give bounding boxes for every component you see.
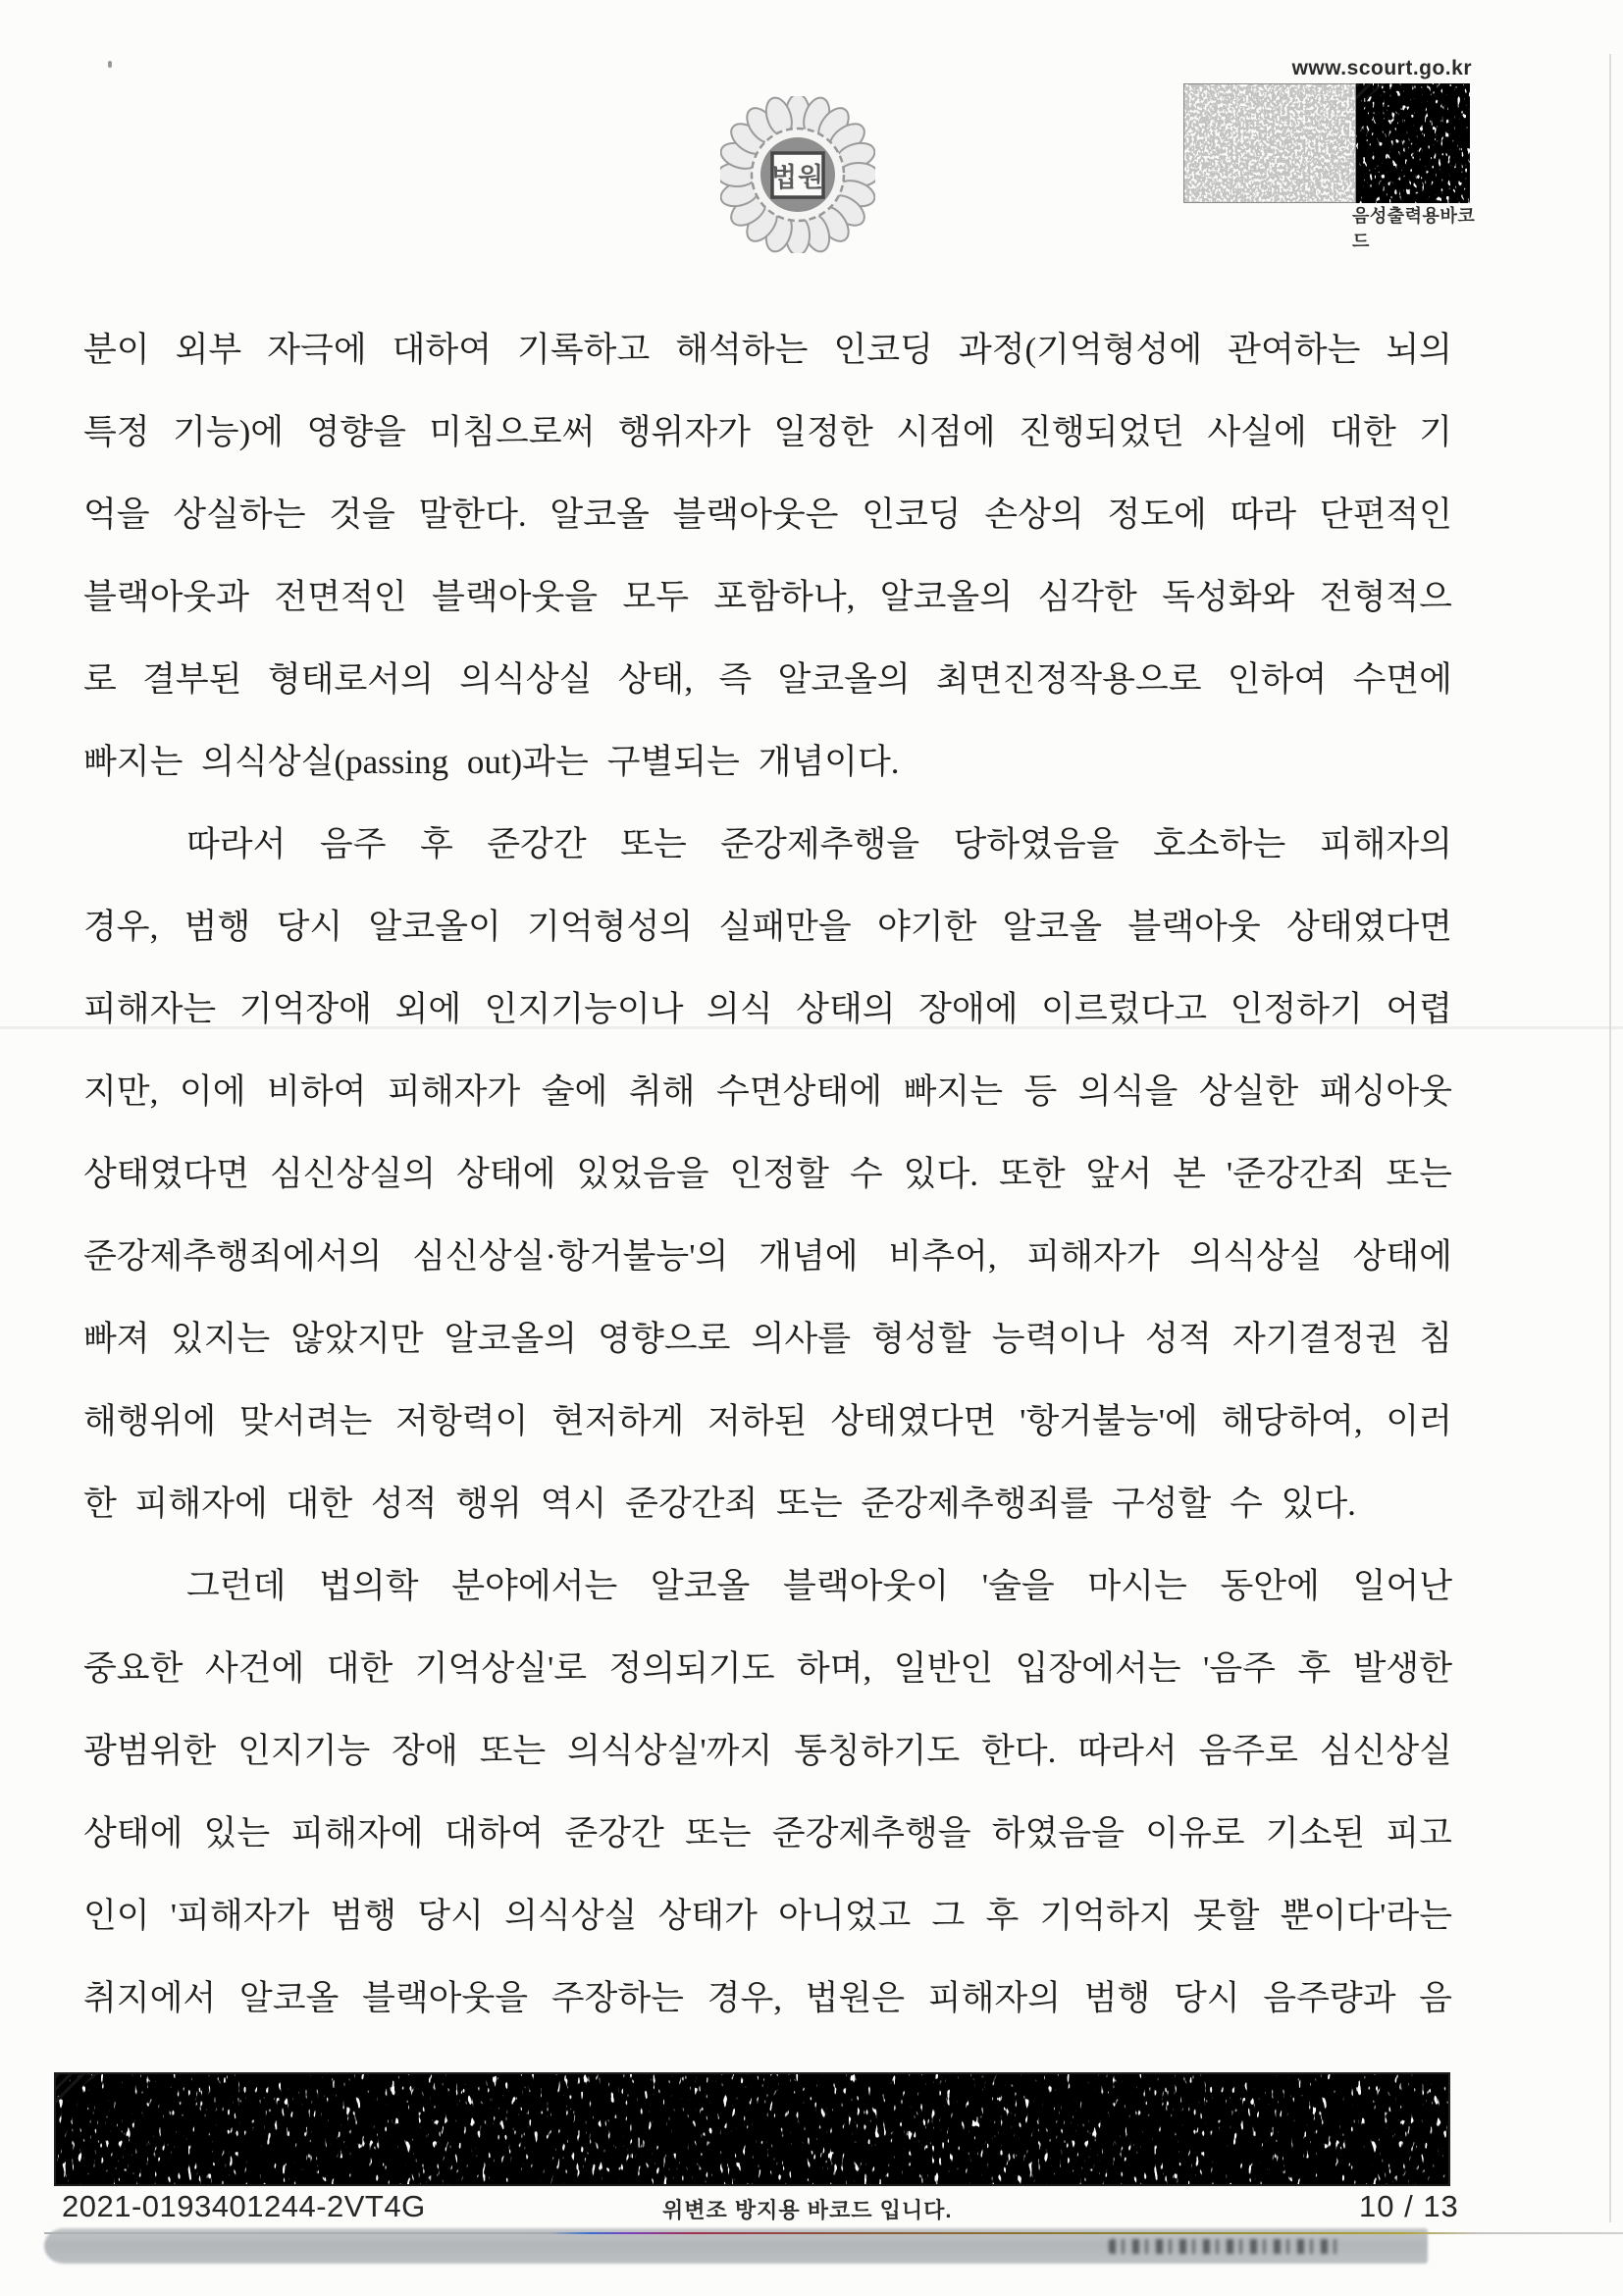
body-line: 한 피해자에 대한 성적 행위 역시 준강간죄 또는 준강제추행죄를 구성할 수 있다. bbox=[83, 1485, 1356, 1523]
audio-barcode-light-half bbox=[1183, 83, 1356, 203]
body-line: 경우, 범행 당시 알코올이 기억형성의 실패만을 야기한 알코올 블랙아웃 상태였다면 bbox=[83, 908, 1452, 946]
audio-output-barcode bbox=[1183, 83, 1470, 203]
illegible-stamp bbox=[1109, 2239, 1339, 2254]
audio-barcode-dark-half bbox=[1356, 83, 1470, 203]
scan-speck bbox=[108, 61, 112, 68]
court-emblem bbox=[720, 96, 875, 253]
body-line: 특정 기능)에 영향을 미침으로써 행위자가 일정한 시점에 진행되었던 사실에 대한 기 bbox=[83, 413, 1452, 451]
court-website-url: www.scourt.go.kr bbox=[1291, 57, 1472, 79]
audio-barcode-caption: 음성출력용바코드 bbox=[1352, 206, 1476, 251]
barcode-noise-texture bbox=[56, 2074, 1448, 2184]
body-line: 피해자는 기억장애 외에 인지기능이나 의식 상태의 장애에 이르렀다고 인정하기 어렵 bbox=[83, 990, 1452, 1028]
body-line: 로 결부된 형태로서의 의식상실 상태, 즉 알코올의 최면진정작용으로 인하여 수면에 bbox=[83, 660, 1452, 699]
scan-color-artifact-line bbox=[44, 2232, 1623, 2234]
page-number-indicator: 10 / 13 bbox=[1359, 2189, 1459, 2223]
body-line: 블랙아웃과 전면적인 블랙아웃을 모두 포함하나, 알코올의 심각한 독성화와 전형적으 bbox=[83, 578, 1452, 616]
body-line: 취지에서 알코올 블랙아웃을 주장하는 경우, 법원은 피해자의 범행 당시 음주량과 음 bbox=[83, 1979, 1452, 2017]
body-line: 인이 '피해자가 범행 당시 의식상실 상태가 아니었고 그 후 기억하지 못할 뿐이다'라는 bbox=[83, 1897, 1452, 1935]
body-line: 중요한 사건에 대한 기억상실'로 정의되기도 하며, 일반인 입장에서는 '음주 후 발생한 bbox=[83, 1649, 1452, 1688]
body-line: 광범위한 인지기능 장애 또는 의식상실'까지 통칭하기도 한다. 따라서 음주로 심신상실 bbox=[83, 1732, 1452, 1770]
faint-noise-texture bbox=[1184, 84, 1355, 202]
anti-forgery-barcode bbox=[54, 2072, 1450, 2186]
body-line: 상태에 있는 피해자에 대하여 준강간 또는 준강제추행을 하였음을 이유로 기소된 피고 bbox=[83, 1814, 1452, 1852]
body-line: 상태였다면 심신상실의 상태에 있었음을 인정할 수 있다. 또한 앞서 본 '준강간죄 또는 bbox=[83, 1155, 1452, 1193]
scan-vertical-line bbox=[1609, 54, 1611, 2222]
body-line: 따라서 음주 후 준강간 또는 준강제추행을 당하였음을 호소하는 피해자의 bbox=[186, 825, 1452, 863]
judgment-body-text bbox=[83, 309, 1452, 2040]
forgery-notice-text: 위변조 방지용 바코드 입니다. bbox=[662, 2198, 953, 2222]
body-line: 지만, 이에 비하여 피해자가 술에 취해 수면상태에 빠지는 등 의식을 상실한 패싱아웃 bbox=[83, 1072, 1452, 1111]
body-line: 그런데 법의학 분야에서는 알코올 블랙아웃이 '술을 마시는 동안에 일어난 bbox=[186, 1567, 1452, 1605]
body-line: 준강제추행죄에서의 심신상실·항거불능'의 개념에 비추어, 피해자가 의식상실 상태에 bbox=[83, 1237, 1452, 1276]
body-line: 분이 외부 자극에 대하여 기록하고 해석하는 인코딩 과정(기억형성에 관여하는 뇌의 bbox=[83, 331, 1452, 369]
emblem-label: 법원 bbox=[770, 163, 825, 192]
dense-noise-texture bbox=[1356, 83, 1470, 203]
body-line: 빠지는 의식상실(passing out)과는 구별되는 개념이다. bbox=[83, 743, 900, 781]
body-line: 억을 상실하는 것을 말한다. 알코올 블랙아웃은 인코딩 손상의 정도에 따라 단편적인 bbox=[83, 496, 1452, 534]
document-number: 2021-0193401244-2VT4G bbox=[62, 2189, 426, 2223]
court-emblem-graphic bbox=[720, 96, 875, 253]
body-line: 해행위에 맞서려는 저항력이 현저하게 저하된 상태였다면 '항거불능'에 해당하여, 이러 bbox=[83, 1402, 1452, 1440]
body-line: 빠져 있지는 않았지만 알코올의 영향으로 의사를 형성할 능력이나 성적 자기결정권 침 bbox=[83, 1320, 1452, 1358]
